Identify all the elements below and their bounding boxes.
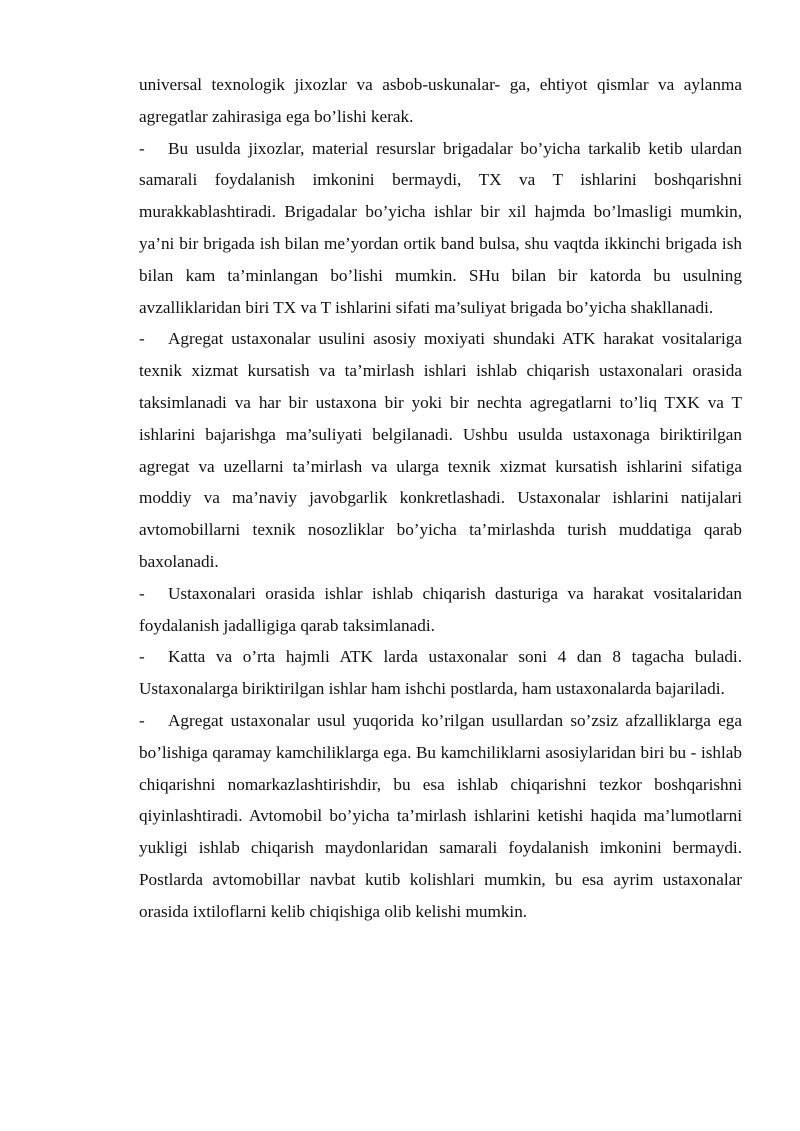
intro-paragraph: universal texnologik jixozlar va asbob-uskunalar- ga, ehtiyot qismlar va aylanma agregatlar zahirasiga ega bo’lishi kerak. — [139, 75, 742, 126]
list-dash: - — [139, 329, 145, 349]
list-item-text: Agregat ustaxonalar usulini asosiy moxiyati shundaki ATK harakat vositalariga texnik xizmat kursatish va ta’mirlash ishlari ishlab chiqarish ustaxonalari orasida taksimlanadi va har bir ustaxona bir yoki bir nechta agregatlarni to’liq TXK va T ishlarini bajarishga ma’suliyati belgilanadi. Ushbu usulda ustaxonaga biriktirilgan agregat va uzellarni ta’mirlash va ularga texnik xizmat kursatish ishlarini sifatiga moddiy va ma’naviy javobgarlik konkretlashadi. Ustaxonalar ishlarini natijalari avtomobillarni texnik nosozliklar bo’yicha ta’mirlashda turish muddatiga qarab baxolanadi. — [139, 329, 742, 571]
list-item — [139, 323, 742, 577]
list-item-text: Ustaxonalari orasida ishlar ishlab chiqarish dasturiga va harakat vositalaridan foydalanish jadalligiga qarab taksimlanadi. — [139, 583, 742, 635]
list-item-text: Katta va o’rta hajmli ATK larda ustaxonalar soni 4 dan 8 tagacha buladi. Ustaxonalarga biriktirilgan ishlar ham ishchi postlarda, ham ustaxonalarda bajariladi. — [139, 647, 742, 699]
list-dash: - — [139, 647, 145, 667]
list-item — [139, 133, 742, 324]
list-item — [139, 705, 742, 928]
list-item-text: Agregat ustaxonalar usul yuqorida ko’rilgan usullardan so’zsiz afzalliklarga ega bo’lishiga qaramay kamchiliklarga ega. Bu kamchiliklarni asosiylaridan biri bu - ishlab chiqarishni nomarkazlashtirishdir, bu esa ishlab chiqarishni tezkor boshqarishni qiyinlashtiradi. Avtomobil bo’yicha ta’mirlash ishlarini ketishi haqida ma’lumotlarni yukligi ishlab chiqarish maydonlaridan samarali foydalanish imkonini bermaydi. Postlarda avtomobillar navbat kutib kolishlari mumkin, bu esa ayrim ustaxonalar orasida ixtiloflarni kelib chiqishiga olib kelishi mumkin. — [139, 710, 742, 921]
list-item — [139, 578, 742, 642]
list-item — [139, 641, 742, 705]
list-dash: - — [139, 710, 145, 730]
list-item-text: Bu usulda jixozlar, material resurslar brigadalar bo’yicha tarkalib ketib ulardan samarali foydalanish imkonini bermaydi, TX va T ishlarini boshqarishni murakkablashtiradi. Brigadalar bo’yicha ishlar bir xil hajmda bo’lmasligi mumkin, ya’ni bir brigada ish bilan me’yordan ortik band bulsa, shu vaqtda ikkinchi brigada ish bilan kam ta’minlangan bo’lishi mumkin. SHu bilan bir katorda bu usulning avzalliklaridan biri TX va T ishlarini sifati ma’suliyat brigada bo’yicha shakllanadi. — [139, 138, 742, 317]
list-dash: - — [139, 138, 145, 158]
document-page — [139, 69, 742, 928]
list-dash: - — [139, 583, 145, 603]
